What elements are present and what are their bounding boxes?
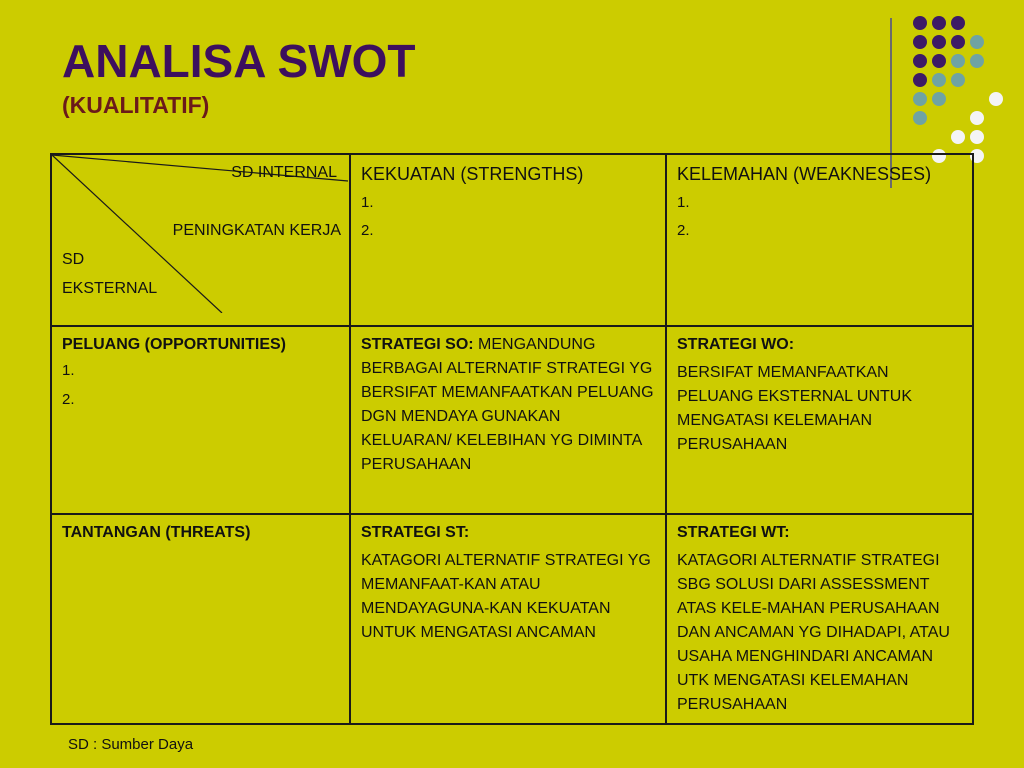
dot (970, 111, 984, 125)
so-text: MENGANDUNG BERBAGAI ALTERNATIF STRATEGI YG BERSIFAT MEMANFAATKAN PELUANG DGN MENDAYA GUNAKAN KELUARAN/ KELEBIHAN YG DIMINTA PERUSAHAAN (361, 336, 654, 473)
st-label: STRATEGI ST: (361, 524, 470, 541)
opportunities-item: 1. (62, 362, 75, 379)
dot (989, 92, 1003, 106)
corner-label-eksternal: EKSTERNAL (62, 280, 158, 297)
weaknesses-item: 2. (677, 222, 690, 240)
table-row (51, 514, 973, 724)
wt-label: STRATEGI WT: (677, 524, 790, 541)
so-label: STRATEGI SO: (361, 336, 474, 353)
corner-label-internal: SD INTERNAL (231, 164, 337, 181)
dot (970, 130, 984, 144)
dot (951, 54, 965, 68)
corner-cell (51, 154, 350, 326)
dot (932, 92, 946, 106)
threats-title: TANTANGAN (THREATS) (62, 524, 251, 541)
swot-table (50, 153, 974, 725)
dot (951, 130, 965, 144)
strengths-cell (350, 154, 666, 326)
dot (932, 73, 946, 87)
opportunities-cell (51, 326, 350, 514)
table-row (51, 154, 973, 326)
strengths-item: 2. (361, 222, 374, 240)
dot (913, 92, 927, 106)
dot (970, 54, 984, 68)
strengths-item: 1. (361, 193, 374, 211)
slide-title: ANALISA SWOT (62, 35, 416, 87)
dot (913, 16, 927, 30)
dot (913, 73, 927, 87)
dot (951, 16, 965, 30)
corner-label-middle: PENINGKATAN KERJA (172, 222, 341, 239)
dot (951, 35, 965, 49)
dot (951, 73, 965, 87)
footnote: SD : Sumber Daya (68, 736, 194, 753)
wo-label: STRATEGI WO: (677, 336, 795, 353)
table-row (51, 326, 973, 514)
strengths-title: KEKUATAN (STRENGTHS) (361, 164, 584, 184)
weaknesses-cell (666, 154, 973, 326)
st-strategy-cell (350, 514, 666, 724)
opportunities-title: PELUANG (OPPORTUNITIES) (62, 336, 287, 353)
wo-strategy-cell (666, 326, 973, 514)
wt-text: KATAGORI ALTERNATIF STRATEGI SBG SOLUSI DARI ASSESSMENT ATAS KELE-MAHAN PERUSAHAAN DAN ANCAMAN YG DIHADAPI, ATAU USAHA MENGHINDARI ANCAMAN UTK MENGATASI KELEMAHAN PERUSAHAAN (677, 552, 950, 713)
so-strategy-cell (350, 326, 666, 514)
dot (913, 111, 927, 125)
opportunities-item: 2. (62, 390, 75, 408)
threats-cell (51, 514, 350, 724)
dot (913, 54, 927, 68)
slide-subtitle: (KUALITATIF) (62, 92, 210, 118)
dot (932, 16, 946, 30)
dot (970, 35, 984, 49)
st-text: KATAGORI ALTERNATIF STRATEGI YG MEMANFAAT-KAN ATAU MENDAYAGUNA-KAN KEKUATAN UNTUK MENGATASI ANCAMAN (361, 552, 651, 641)
dot (932, 35, 946, 49)
wt-strategy-cell (666, 514, 973, 724)
weaknesses-item: 1. (677, 193, 690, 211)
dot (932, 54, 946, 68)
weaknesses-title: KELEMAHAN (WEAKNESSES) (677, 164, 932, 184)
dot (913, 35, 927, 49)
wo-text: BERSIFAT MEMANFAATKAN PELUANG EKSTERNAL UNTUK MENGATASI KELEMAHAN PERUSAHAAN (677, 364, 913, 453)
corner-label-sd: SD (62, 251, 85, 268)
